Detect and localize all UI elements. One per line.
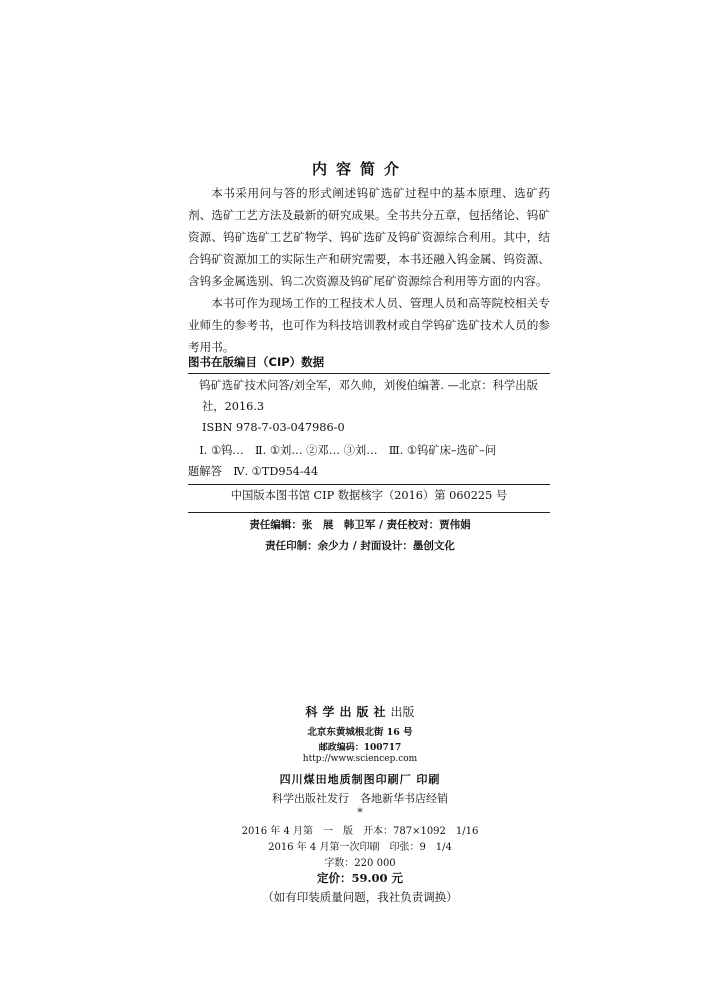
- cip-classification: [188, 440, 550, 482]
- publisher-website: http://www.sciencep.com: [302, 754, 418, 764]
- cip-record: [188, 375, 550, 438]
- cip-title-line: 钨矿选矿技术问答/刘全军，邓久帅，刘俊伯编著. —北京：科学出版: [199, 379, 538, 392]
- credits-production: 责任印制：余少力 / 封面设计：墨创文化: [265, 540, 455, 552]
- cip-top-rule: [188, 373, 550, 374]
- cip-bottom-rule: [188, 512, 550, 513]
- summary-text: [188, 182, 550, 358]
- quality-notice: （如有印装质量问题，我社负责调换）: [262, 890, 458, 904]
- printing-line: 2016 年 4 月第一次印刷 印张：9 1/4: [268, 842, 452, 853]
- credits-editors: 责任编辑：张 展 韩卫军 / 责任校对：贾伟娟: [249, 519, 471, 531]
- cip-heading: 图书在版编目（CIP）数据: [188, 355, 325, 369]
- separator-star: *: [357, 806, 363, 819]
- publisher-address: 北京东黄城根北街 16 号: [307, 727, 413, 738]
- distribution-line: 科学出版社发行 各地新华书店经销: [272, 792, 448, 805]
- cip-isbn: ISBN 978-7-03-047986-0: [202, 421, 345, 434]
- edition-line: 2016 年 4 月第 一 版 开本：787×1092 1/16: [241, 826, 479, 837]
- word-count: 字数：220 000: [324, 858, 396, 869]
- publisher-line: [0, 703, 720, 720]
- cip-middle-rule: [188, 484, 550, 485]
- cip-class-line-1: Ⅰ. ①钨… Ⅱ. ①刘… ②邓… ③刘… Ⅲ. ①钨矿床–选矿–问: [199, 444, 497, 457]
- cip-class-line-2: 题解答 Ⅳ. ①TD954-44: [188, 465, 319, 478]
- summary-paragraph-2: 本书可作为现场工作的工程技术人员、管理人员和高等院校相关专业师生的参考书，也可作为科技培训教材或自学钨矿选矿技术人员的参考用书。: [188, 296, 550, 354]
- cip-title-line-2: 社，2016.3: [202, 400, 265, 413]
- price: 定价：59.00 元: [316, 871, 403, 885]
- publisher-name: 科学出版社: [305, 705, 391, 719]
- cip-check-number: 中国版本图书馆 CIP 数据核字（2016）第 060225 号: [230, 489, 508, 502]
- summary-paragraph-1: 本书采用问与答的形式阐述钨矿选矿过程中的基本原理、选矿药剂、选矿工艺方法及最新的研究成果。全书共分五章，包括绪论、钨矿资源、钨矿选矿工艺矿物学、钨矿选矿及钨矿资源综合利用。其中，结合钨矿资源加工的实际生产和研究需要，本书还融入钨金属、钨资源、含钨多金属选别、钨二次资源及钨矿尾矿资源综合利用等方面的内容。: [188, 186, 550, 288]
- printer-line: 四川煤田地质制图印刷厂 印刷: [279, 773, 441, 786]
- publisher-postcode: 邮政编码：100717: [318, 743, 402, 753]
- summary-title: 内容简介: [311, 160, 408, 178]
- publisher-suffix: 出版: [390, 705, 415, 719]
